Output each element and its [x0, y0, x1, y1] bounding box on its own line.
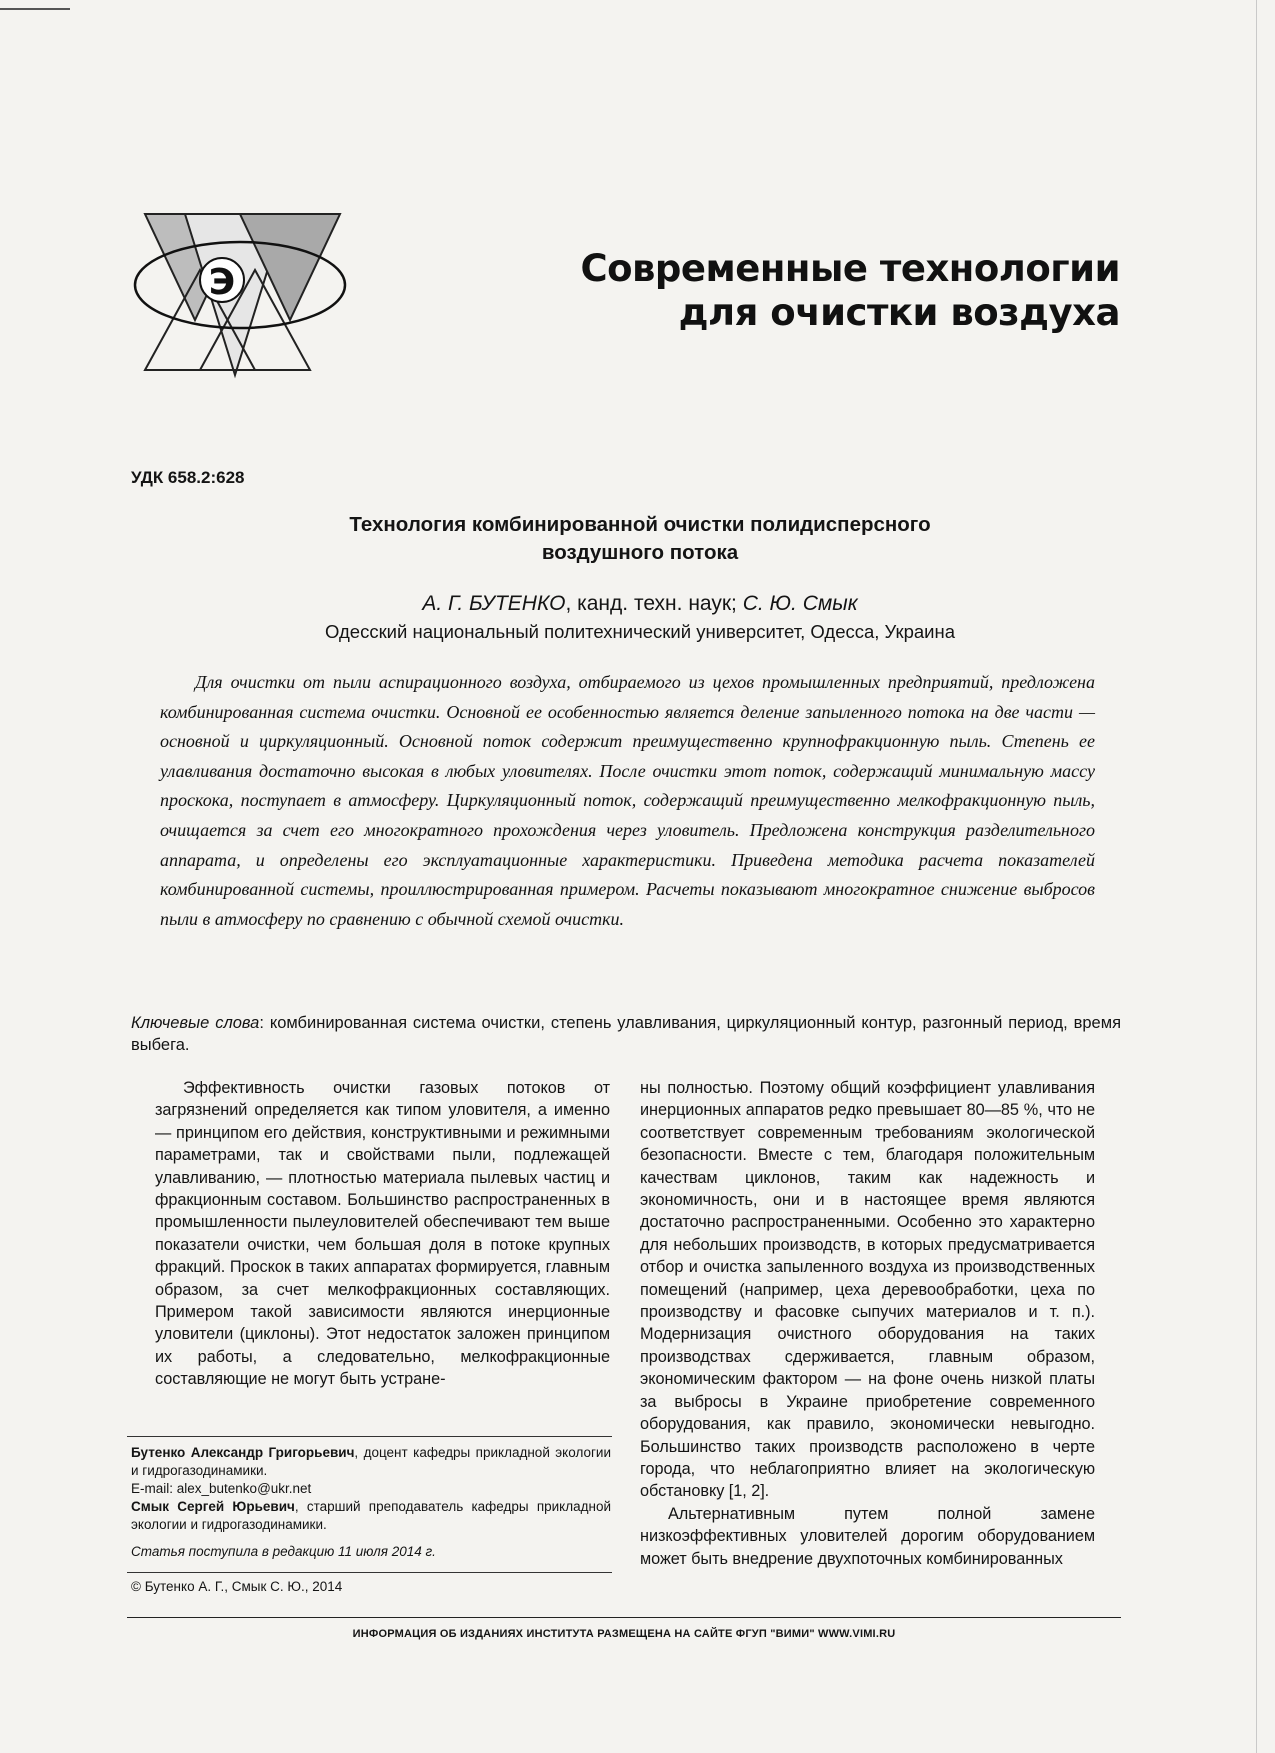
logo-letter: Э [208, 262, 236, 303]
body-paragraph: ны полностью. Поэтому общий коэффициент улавливания инерционных аппаратов редко превышает 80—85 %, что не соответствует современным требованиям экологической безопасности. Вместе с тем, благодаря положительным качествам циклонов, таким как надежность и экономичность, они и в настоящее время являются достаточно распространенными. Особенно это характерно для небольших производств, в которых предусматривается отбор и очистка запыленного воздуха из производственных помещений (например, цеха деревообработки, цеха по производству и фасовке сыпучих материалов и т. п.). Модернизация очистного оборудования на таких производствах сдерживается, главным образом, экономическим фактором — на фоне очень низкой платы за выбросы в Украине приобретение современного оборудования, как правило, экономически невыгодно. Большинство таких производств расположено в черте города, что неблагоприятно влияет на экологическую обстановку [1, 2]. [640, 1079, 1095, 1501]
keywords-label: Ключевые слова [131, 1014, 260, 1032]
section-title-line2: для очистки воздуха [678, 291, 1120, 334]
article-title-line2: воздушного потока [541, 541, 739, 564]
section-title [560, 247, 1120, 335]
keywords [131, 1012, 1121, 1056]
publisher-info: ИНФОРМАЦИЯ ОБ ИЗДАНИЯХ ИНСТИТУТА РАЗМЕЩЕНА НА САЙТЕ ФГУП "ВИМИ" WWW.VIMI.RU [352, 1628, 896, 1640]
article-title-line1: Технология комбинированной очистки полидисперсного [349, 513, 931, 536]
footnote-divider [127, 1572, 612, 1573]
article-title [200, 511, 1080, 567]
footnote-author1-text: , доцент кафедры прикладной экологии и гидрогазодинамики. [131, 1445, 611, 1478]
journal-logo [130, 210, 350, 420]
author-a: А. Г. БУТЕНКО [422, 592, 566, 615]
body-paragraph: Эффективность очистки газовых потоков от загрязнений определяется как типом уловителя, а именно — принципом его действия, конструктивными и режимными параметрами, так и свойствами пыли, подлежащей улавливанию, — плотностью материала пылевых частиц и фракционным составом. Большинство распространенных в промышленности пылеуловителей обеспечивают тем выше показатели очистки, чем большая доля в потоке крупных фракций. Проскок в таких аппаратах формируется, главным образом, за счет мелкофракционных составляющих. Примером такой зависимости являются инерционные уловители (циклоны). Этот недостаток заложен принципом их работы, а следовательно, мелкофракционные составляющие не могут быть устране- [155, 1079, 610, 1389]
body-column-left [155, 1077, 610, 1391]
footnote-divider [127, 1436, 612, 1437]
author-b: С. Ю. Смык [742, 592, 858, 615]
authors [200, 590, 1080, 618]
keywords-text: : комбинированная система очистки, степень улавливания, циркуляционный контур, разгонный период, время выбега. [131, 1014, 1122, 1054]
footnote-email: E-mail: alex_butenko@ukr.net [131, 1481, 312, 1496]
abstract [160, 668, 1095, 934]
udc-code: УДК 658.2:628 [131, 468, 245, 487]
scan-edge [1256, 0, 1257, 1753]
scan-mark [0, 8, 70, 10]
abstract-text: Для очистки от пыли аспирационного воздуха, отбираемого из цехов промышленных предприятий, предложена комбинированная система очистки. Основной ее особенностью является деление запыленного потока на две части — основной и циркуляционный. Основной поток содержит преимущественно крупнофракционную пыль. Степень ее улавливания достаточно высокая в любых уловителях. После очистки этот поток, содержащий минимальную массу проскока, поступает в атмосферу. Циркуляционный поток, содержащий преимущественно мелкофракционную пыль, очищается за счет его многократного прохождения через уловитель. Предложена конструкция разделительного аппарата, и определены его эксплуатационные характеристики. Приведена методика расчета показателей комбинированной системы, проиллюстрированная примером. Расчеты показывают многократное снижение выбросов пыли в атмосферу по сравнению с обычной схемой очистки. [160, 672, 1095, 929]
body-column-right [640, 1077, 1095, 1570]
author-degree: , канд. техн. наук; [565, 592, 743, 615]
footnote-author2-name: Смык Сергей Юрьевич [131, 1499, 295, 1514]
footnote-author2-text: , старший преподаватель кафедры прикладной экологии и гидрогазодинамики. [131, 1499, 612, 1532]
copyright: © Бутенко А. Г., Смык С. Ю., 2014 [131, 1579, 343, 1594]
section-title-line1: Современные технологии [580, 247, 1120, 290]
body-paragraph: Альтернативным путем полной замене низкоэффективных уловителей дорогим оборудованием может быть внедрение двухпоточных комбинированных [640, 1504, 1095, 1568]
footnote-author1-name: Бутенко Александр Григорьевич [131, 1445, 355, 1460]
affiliation: Одесский национальный политехнический университет, Одесса, Украина [325, 621, 955, 642]
bottom-divider [127, 1617, 1121, 1618]
received-date: Статья поступила в редакцию 11 июля 2014 г. [131, 1544, 436, 1559]
author-footnote [131, 1444, 611, 1534]
